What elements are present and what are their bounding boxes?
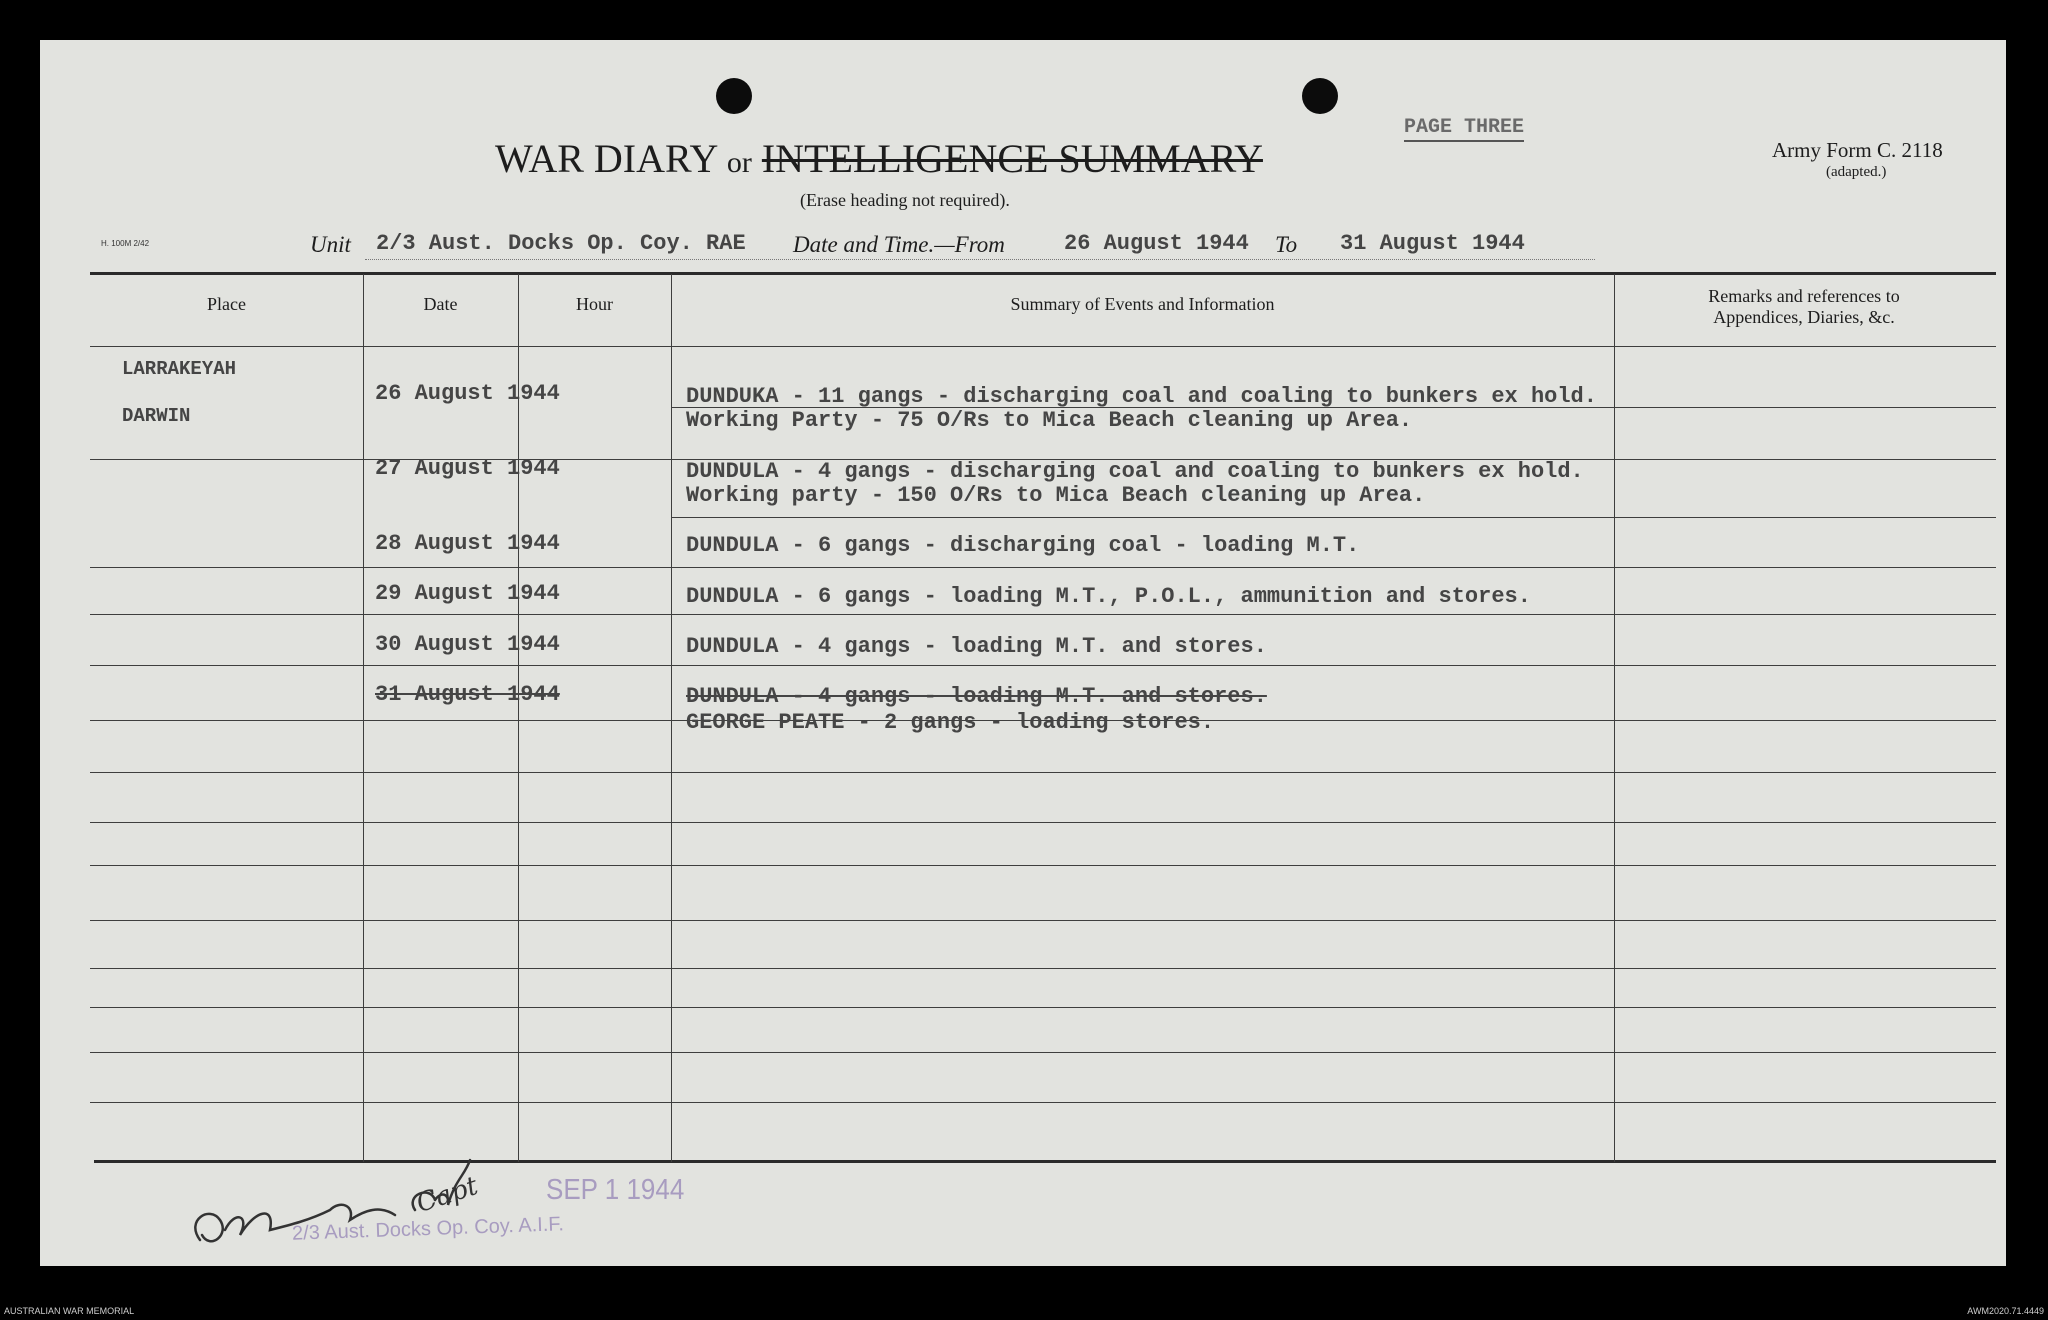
stamp-date: SEP 1 1944 (546, 1172, 685, 1206)
rule-line (90, 1052, 1996, 1053)
entry-line: DUNDULA - 6 gangs - loading M.T., P.O.L., ammunition and stores. (686, 584, 1531, 609)
signature-text: Capt (412, 1171, 482, 1219)
punch-hole-left (716, 78, 752, 114)
title-struck: INTELLIGENCE SUMMARY (761, 136, 1263, 181)
form-title (495, 135, 1263, 182)
entry-date: 30 August 1944 (375, 632, 560, 657)
punch-hole-right (1302, 78, 1338, 114)
unit-value: 2/3 Aust. Docks Op. Coy. RAE (376, 231, 746, 256)
col-divider-date (518, 274, 519, 1162)
col-divider-place (363, 274, 364, 1162)
form-code: H. 100M 2/42 (101, 239, 150, 248)
header-remarks-line1: Remarks and references to (1708, 286, 1900, 306)
rule-line (90, 1102, 1996, 1103)
page-label: PAGE THREE (1404, 116, 1524, 142)
place-line: LARRAKEYAH (122, 358, 237, 380)
entry-line: Working Party - 75 O/Rs to Mica Beach cleaning up Area. (686, 408, 1413, 433)
footer-right: AWM2020.71.4449 (1967, 1306, 2044, 1316)
rule-line (90, 920, 1996, 921)
rule-line (90, 614, 1996, 615)
erase-note: (Erase heading not required). (800, 190, 1010, 210)
entry-line: Working party - 150 O/Rs to Mica Beach cleaning up Area. (686, 483, 1426, 508)
entry-date: 31 August 1944 (375, 682, 560, 707)
unit-label: Unit (310, 232, 351, 257)
rule-line (90, 968, 1996, 969)
entry-date: 28 August 1944 (375, 531, 560, 556)
unit-dotted-line (365, 259, 1595, 260)
from-value: 26 August 1944 (1064, 231, 1249, 256)
header-date: Date (423, 294, 458, 314)
adapted-label: (adapted.) (1826, 164, 1887, 180)
entry-line: DUNDULA - 4 gangs - loading M.T. and stores. (686, 684, 1267, 709)
entry-date: 26 August 1944 (375, 381, 560, 406)
header-place: Place (207, 294, 246, 314)
rule-line (671, 517, 1996, 518)
to-label: To (1275, 232, 1298, 257)
entry-line: GEORGE PEATE - 2 gangs - loading stores. (686, 710, 1215, 735)
entry-line: DUNDUKA - 11 gangs - discharging coal and coaling to bunkers ex hold. (686, 384, 1597, 409)
to-value: 31 August 1944 (1340, 231, 1525, 256)
war-diary-page (40, 40, 2006, 1266)
rule-line (90, 865, 1996, 866)
entry-line: DUNDULA - 6 gangs - discharging coal - loading M.T. (686, 533, 1360, 558)
rule-line (90, 822, 1996, 823)
place-line: DARWIN (122, 405, 191, 427)
rule-line (90, 665, 1996, 666)
entry-date: 29 August 1944 (375, 581, 560, 606)
title-or: or (726, 146, 752, 179)
title-war-diary: WAR DIARY (495, 136, 717, 181)
entry-date: 27 August 1944 (375, 456, 560, 481)
date-label: Date and Time.—From (793, 232, 1005, 257)
header-remarks-line2: Appendices, Diaries, &c. (1713, 307, 1895, 327)
footer-left: AUSTRALIAN WAR MEMORIAL (4, 1306, 135, 1316)
rule-line (90, 346, 1996, 347)
rule-line (90, 567, 1996, 568)
header-hour: Hour (576, 294, 613, 314)
rule-line (90, 772, 1996, 773)
rule-line (90, 1007, 1996, 1008)
entry-line: DUNDULA - 4 gangs - loading M.T. and stores. (686, 634, 1267, 659)
table-top-rule (90, 272, 1996, 275)
army-form-label: Army Form C. 2118 (1772, 138, 1943, 162)
header-summary: Summary of Events and Information (1010, 294, 1275, 314)
entry-line: DUNDULA - 4 gangs - discharging coal and coaling to bunkers ex hold. (686, 459, 1584, 484)
stamp-unit: 2/3 Aust. Docks Op. Coy. A.I.F. (291, 1213, 565, 1245)
